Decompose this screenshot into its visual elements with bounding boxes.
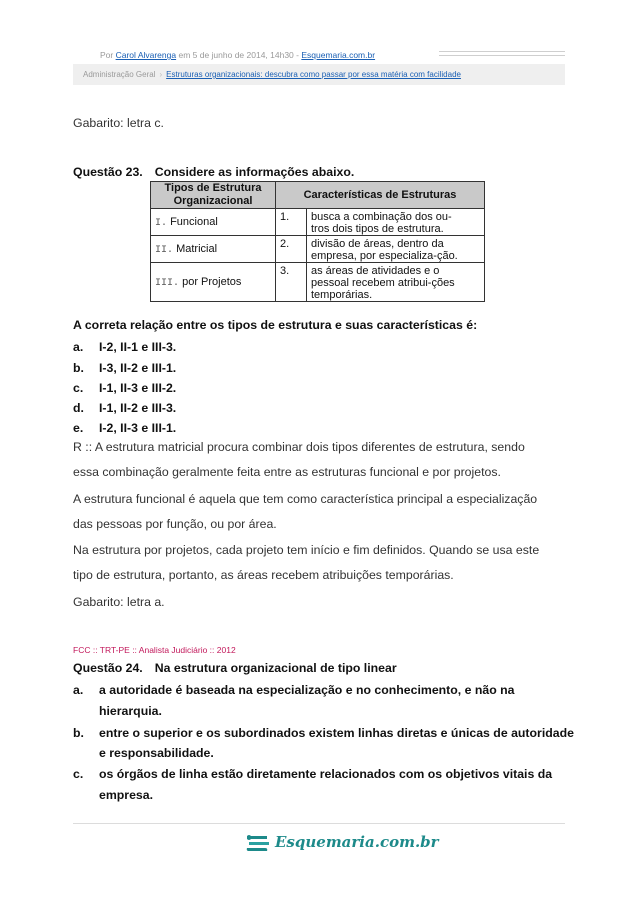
q23-option-b: b. I-3, II-2 e III-1.: [73, 361, 177, 375]
breadcrumb: [73, 64, 565, 85]
q24-heading: [73, 661, 397, 675]
answer-line: A estrutura funcional é aquela que tem como característica principal a especialização: [73, 492, 538, 506]
structures-table: [150, 181, 485, 302]
table-row: I. Funcional 1. busca a combinação dos ou- tros dois tipos de estrutura.: [151, 209, 485, 236]
q24-prompt: Na estrutura organizacional de tipo linear: [154, 661, 397, 675]
q24-number: Questão 24.: [73, 661, 143, 675]
q23-question: A correta relação entre os tipos de estrutura e suas características é:: [73, 318, 478, 332]
previous-answer: Gabarito: letra c.: [73, 116, 164, 130]
q23-option-d: d. I-1, II-2 e III-3.: [73, 401, 177, 415]
q23-option-e: e. I-2, II-3 e III-1.: [73, 421, 177, 435]
q23-option-a: a. I-2, II-1 e III-3.: [73, 340, 177, 354]
answer-line: tipo de estrutura, portanto, as áreas recebem atribuições temporárias.: [73, 568, 454, 582]
table-header-types: Tipos de Estrutura Organizacional: [151, 182, 276, 209]
byline: [100, 50, 375, 60]
answer-line: Na estrutura por projetos, cada projeto tem início e fim definidos. Quando se usa este: [73, 543, 540, 557]
q24-option-c-cont: empresa.: [99, 788, 154, 802]
q23-option-c: c. I-1, II-3 e III-2.: [73, 381, 177, 395]
q23-gabarito: Gabarito: letra a.: [73, 595, 165, 609]
q24-option-b: b. entre o superior e os subordinados existem linhas diretas e únicas de autoridade: [73, 726, 574, 740]
site-link[interactable]: Esquemaria.com.br: [301, 50, 376, 60]
q23-heading: [73, 165, 354, 179]
footer-divider: [73, 823, 565, 824]
byline-date: em 5 de junho de 2014, 14h30 -: [178, 50, 299, 60]
breadcrumb-current[interactable]: Estruturas organizacionais: descubra como passar por essa matéria com facilidade: [166, 70, 461, 79]
answer-line: das pessoas por função, ou por área.: [73, 517, 277, 531]
byline-prefix: Por: [100, 50, 114, 60]
answer-line: R :: A estrutura matricial procura combinar dois tipos diferentes de estrutura, sendo: [73, 440, 525, 454]
q24-option-b-cont: e responsabilidade.: [99, 746, 214, 760]
q24-option-a: a. a autoridade é baseada na especialização e no conhecimento, e não na: [73, 683, 515, 697]
q24-option-a-cont: hierarquia.: [99, 704, 162, 718]
table-header-characteristics: Características de Estruturas: [276, 182, 485, 209]
table-row: III. por Projetos 3. as áreas de atividades e o pessoal recebem atribui-ções temporárias.: [151, 263, 485, 302]
header-divider: [439, 51, 565, 56]
breadcrumb-home[interactable]: Administração Geral: [83, 70, 156, 79]
question-source: FCC :: TRT-PE :: Analista Judiciário :: 2012: [73, 645, 236, 655]
breadcrumb-separator: ›: [159, 70, 163, 79]
q23-number: Questão 23.: [73, 165, 143, 179]
q24-option-c: c. os órgãos de linha estão diretamente relacionados com os objetivos vitais da: [73, 767, 553, 781]
author-link[interactable]: Carol Alvarenga: [115, 50, 177, 60]
footer-logo-text: Esquemaria.com.br: [275, 833, 439, 851]
stacked-sheets-icon: [245, 834, 271, 854]
q23-prompt: Considere as informações abaixo.: [154, 165, 355, 179]
answer-line: essa combinação geralmente feita entre as estruturas funcional e por projetos.: [73, 465, 501, 479]
table-row: II. Matricial 2. divisão de áreas, dentro da empresa, por especializa-ção.: [151, 236, 485, 263]
